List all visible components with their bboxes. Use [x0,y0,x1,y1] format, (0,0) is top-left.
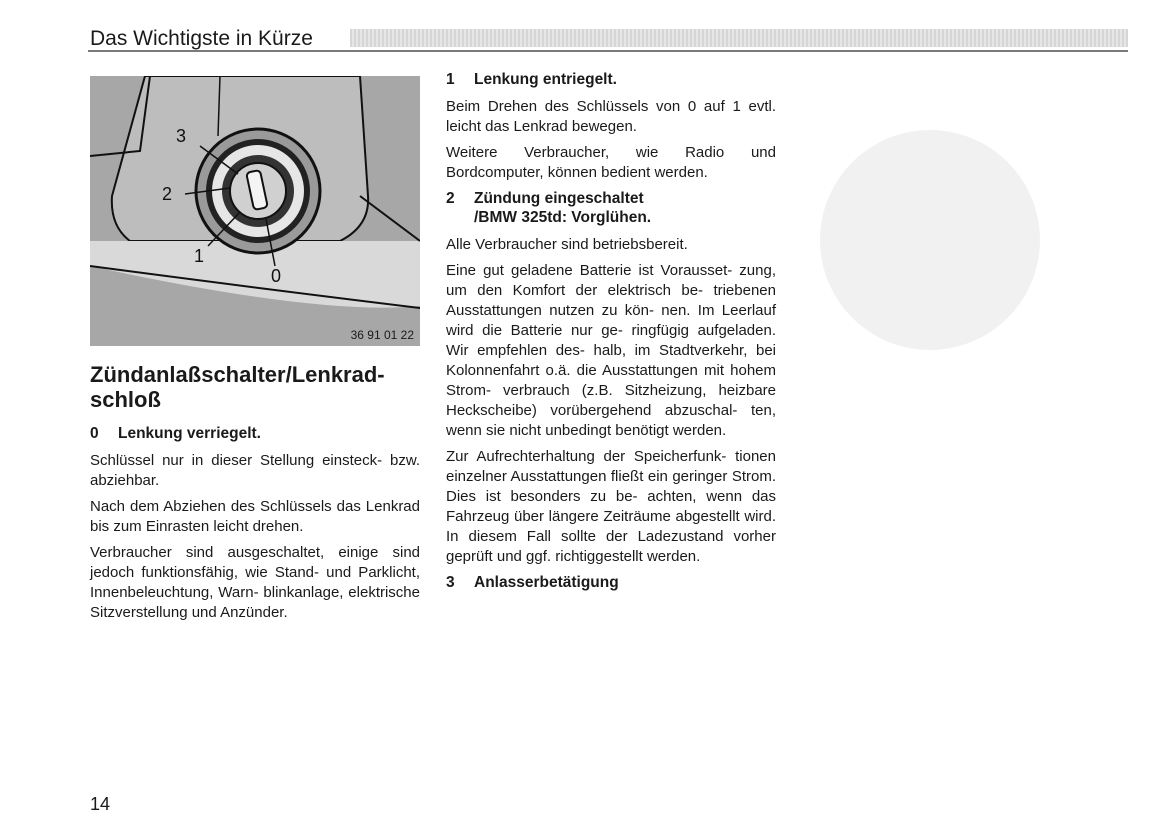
bleed-through-shadow [800,70,1140,520]
paragraph: Alle Verbraucher sind betriebsbereit. [446,236,688,253]
item-title-continued: /BMW 325td: Vorglühen. [474,209,652,226]
left-column [90,362,420,629]
item-number: 1 [446,71,455,88]
paragraph: Verbraucher sind ausgeschaltet, einige sind jedoch funktionsfähig, wie Stand- und Parklicht, Innenbeleuchtung, Warn- blinkanlage, elektrische Sitzverstellung und Anzünder. [90,544,420,621]
item-0-heading [90,424,420,443]
ignition-lock-illustration [90,76,420,346]
item-title: Lenkung verriegelt. [118,425,261,442]
paragraph: Nach dem Abziehen des Schlüssels das Lenkrad bis zum Einrasten leicht drehen. [90,498,420,535]
section-heading [90,362,420,412]
item-title: Lenkung entriegelt. [474,71,617,88]
header-bar [350,29,1128,47]
position-label-1: 1 [194,246,205,266]
header-title: Das Wichtigste in Kürze [90,26,319,52]
paragraph: Weitere Verbraucher, wie Radio und Bordcomputer, können bedient werden. [446,144,776,181]
section-heading-line2: schloß [90,387,161,412]
paragraph: Beim Drehen des Schlüssels von 0 auf 1 evtl. leicht das Lenkrad bewegen. [446,98,776,135]
page-header [88,26,1128,52]
item-title: Anlasserbetätigung [474,574,619,591]
header-rule [88,50,1128,52]
item-1-heading [446,70,776,89]
item-number: 2 [446,190,455,207]
paragraph: Eine gut geladene Batterie ist Vorausset- zung, um den Komfort der elektrisch be- triebenen Ausstattungen nutzen zu kön- nen. Im Leerlauf wird die Batterie nur ge- ringfügig aufgeladen. Wir empfehlen des- halb, im Stadtverkehr, bei Kolonnenfahrt o.ä. die Ausstattungen mit hohem Strom- verbrauch (z.B. Sitzheizung, heizbare Heckscheibe) vorübergehend abzuschal- ten, wenn sie nicht unbedingt benötigt werden. [446,262,776,439]
item-3-heading [446,573,776,592]
item-title-block [474,189,651,227]
ignition-lock-figure [90,76,420,346]
item-2-heading [446,189,776,227]
figure-number: 36 91 01 22 [350,328,414,342]
paragraph: Zur Aufrechterhaltung der Speicherfunk- tionen einzelner Ausstattungen fließt ein geringer Strom. Dies ist besonders zu be- achten, wenn das Fahrzeug über längere Zeiträume abgestellt wird. In diesem Fall sollte der Ladezustand vorher geprüft und ggf. richtiggestellt werden. [446,448,776,565]
item-number: 3 [446,574,455,591]
right-column [446,70,776,600]
position-label-0: 0 [271,266,282,286]
item-title: Zündung eingeschaltet [474,190,644,207]
position-label-3: 3 [176,126,187,146]
paragraph: Schlüssel nur in dieser Stellung einsteck- bzw. abziehbar. [90,452,420,489]
section-heading-line1: Zündanlaßschalter/Lenkrad- [90,362,385,387]
item-number: 0 [90,425,99,442]
page-number: 14 [90,794,111,814]
position-label-2: 2 [162,184,173,204]
